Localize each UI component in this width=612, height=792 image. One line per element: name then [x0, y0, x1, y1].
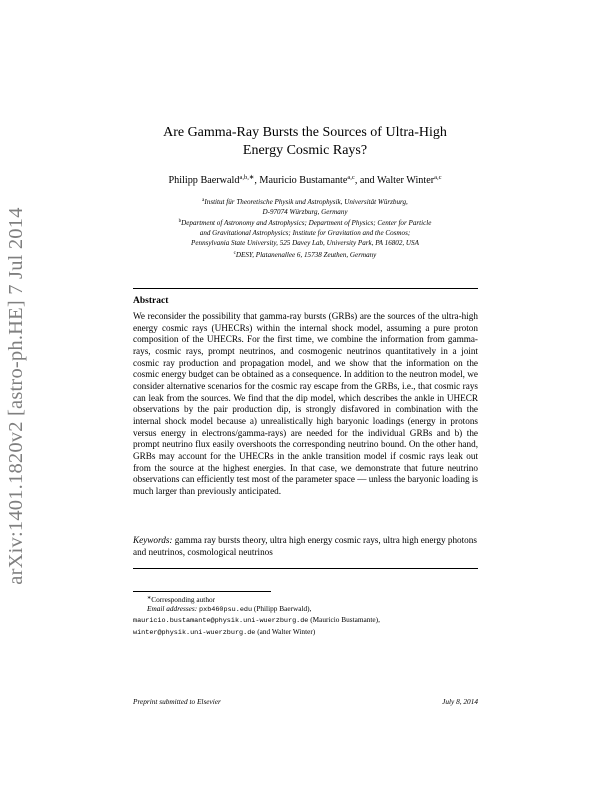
affiliation-mark: b: [178, 219, 182, 225]
author-affiliation-mark: a,c: [347, 174, 355, 181]
email-link[interactable]: pxb460psu.edu: [199, 606, 253, 615]
keywords-label: Keywords:: [133, 535, 173, 545]
corresponding-author-note: Corresponding author: [151, 595, 216, 604]
affiliation-c: [132, 249, 478, 261]
affiliation-text: DESY, Platanenallee 6, 15738 Zeuthen, Germany: [235, 250, 377, 259]
author-name: Philipp Baerwald: [168, 175, 240, 186]
preprint-note: Preprint submitted to Elsevier: [133, 697, 221, 706]
affiliation-text: Department of Astronomy and Astrophysics; Department of Physics; Center for Particle: [181, 219, 432, 228]
affiliation-text: Pennsylvania State University, 525 Davey Lab, University Park, PA 16802, USA: [191, 238, 419, 247]
abstract-top-rule: [133, 288, 478, 289]
abstract-heading: Abstract: [133, 296, 169, 306]
page-footer: [133, 697, 478, 706]
affiliations: [132, 196, 478, 260]
affiliation-mark: a: [202, 198, 205, 203]
affiliation-text: and Gravitational Astrophysics; Institute for Gravitation and the Cosmos;: [199, 229, 411, 238]
affiliation-text: D-97074 Würzburg, Germany: [262, 207, 348, 216]
author-separator: , and: [354, 175, 377, 186]
title-line-1: Are Gamma-Ray Bursts the Sources of Ultra-High: [163, 125, 447, 140]
email-label: Email addresses:: [147, 604, 198, 614]
footnote-mark: ∗: [147, 596, 152, 601]
affiliation-b: [132, 217, 478, 229]
email-owner: (Philipp Baerwald),: [252, 604, 312, 614]
email-link[interactable]: winter@physik.uni-wuerzburg.de: [133, 628, 256, 637]
title-line-2: Energy Cosmic Rays?: [242, 143, 368, 158]
abstract-text: We reconsider the possibility that gamma-ray bursts (GRBs) are the sources of the ultra-high energy cosmic rays (UHECRs) within the internal shock model, assuming a pure proton composition of the UHECRs. For the first time, we combine the information from gamma-rays, cosmic rays, prompt neutrinos, and cosmogenic neutrinos quantitatively in a joint cosmic ray production and propagation model, and we show that the information on the cosmic energy budget can be obtained as a consequence. In addition to the neutron model, we consider alternative scenarios for the cosmic ray escape from the GRBs, i.e., that cosmic rays can leak from the sources. We find that the dip model, which describes the ankle in UHECR observations by the pair production dip, is strongly disfavored in combination with the internal shock model because a) unrealistically high baryonic loadings (energy in protons versus energy in electrons/gamma-rays) are needed for the individual GRBs and b) the prompt neutrino flux easily overshoots the corresponding neutrino bound. On the other hand, GRBs may account for the UHECRs in the ankle transition model if cosmic rays leak out from the source at the highest energies. In that case, we demonstrate that future neutrino observations can efficiently test most of the parameter space — unless the baryonic loading is much larger than previously anticipated.: [133, 311, 478, 496]
affiliation-mark: c: [233, 250, 236, 256]
author-affiliation-mark: a,b,∗: [239, 174, 255, 181]
footnote-rule: [133, 591, 271, 592]
keywords: [133, 535, 478, 558]
arxiv-identifier-stamp: arXiv:1401.1820v2 [astro-ph.HE] 7 Jul 2014: [5, 207, 27, 585]
footer-date: July 8, 2014: [442, 697, 478, 706]
author-affiliation-mark: a,c: [434, 174, 442, 181]
keywords-text: gamma ray bursts theory, ultra high energy cosmic rays, ultra high energy photons and neutrinos, cosmological neutrinos: [133, 535, 477, 557]
email-owner: (Mauricio Bustamante),: [308, 615, 380, 625]
author-list: [132, 173, 478, 186]
author-separator: ,: [254, 175, 260, 186]
email-link[interactable]: mauricio.bustamante@physik.uni-wuerzburg.de: [133, 617, 309, 626]
affiliation-a: [132, 196, 478, 208]
email-owner: (and Walter Winter): [255, 626, 316, 636]
author-name: Mauricio Bustamante: [259, 175, 348, 186]
footnote: [133, 594, 478, 638]
author-name: Walter Winter: [377, 175, 435, 186]
paper-title: [132, 124, 478, 160]
abstract-bottom-rule: [133, 568, 478, 569]
affiliation-text: Institut für Theoretische Physik und Astrophysik, Universität Würzburg,: [204, 198, 408, 206]
